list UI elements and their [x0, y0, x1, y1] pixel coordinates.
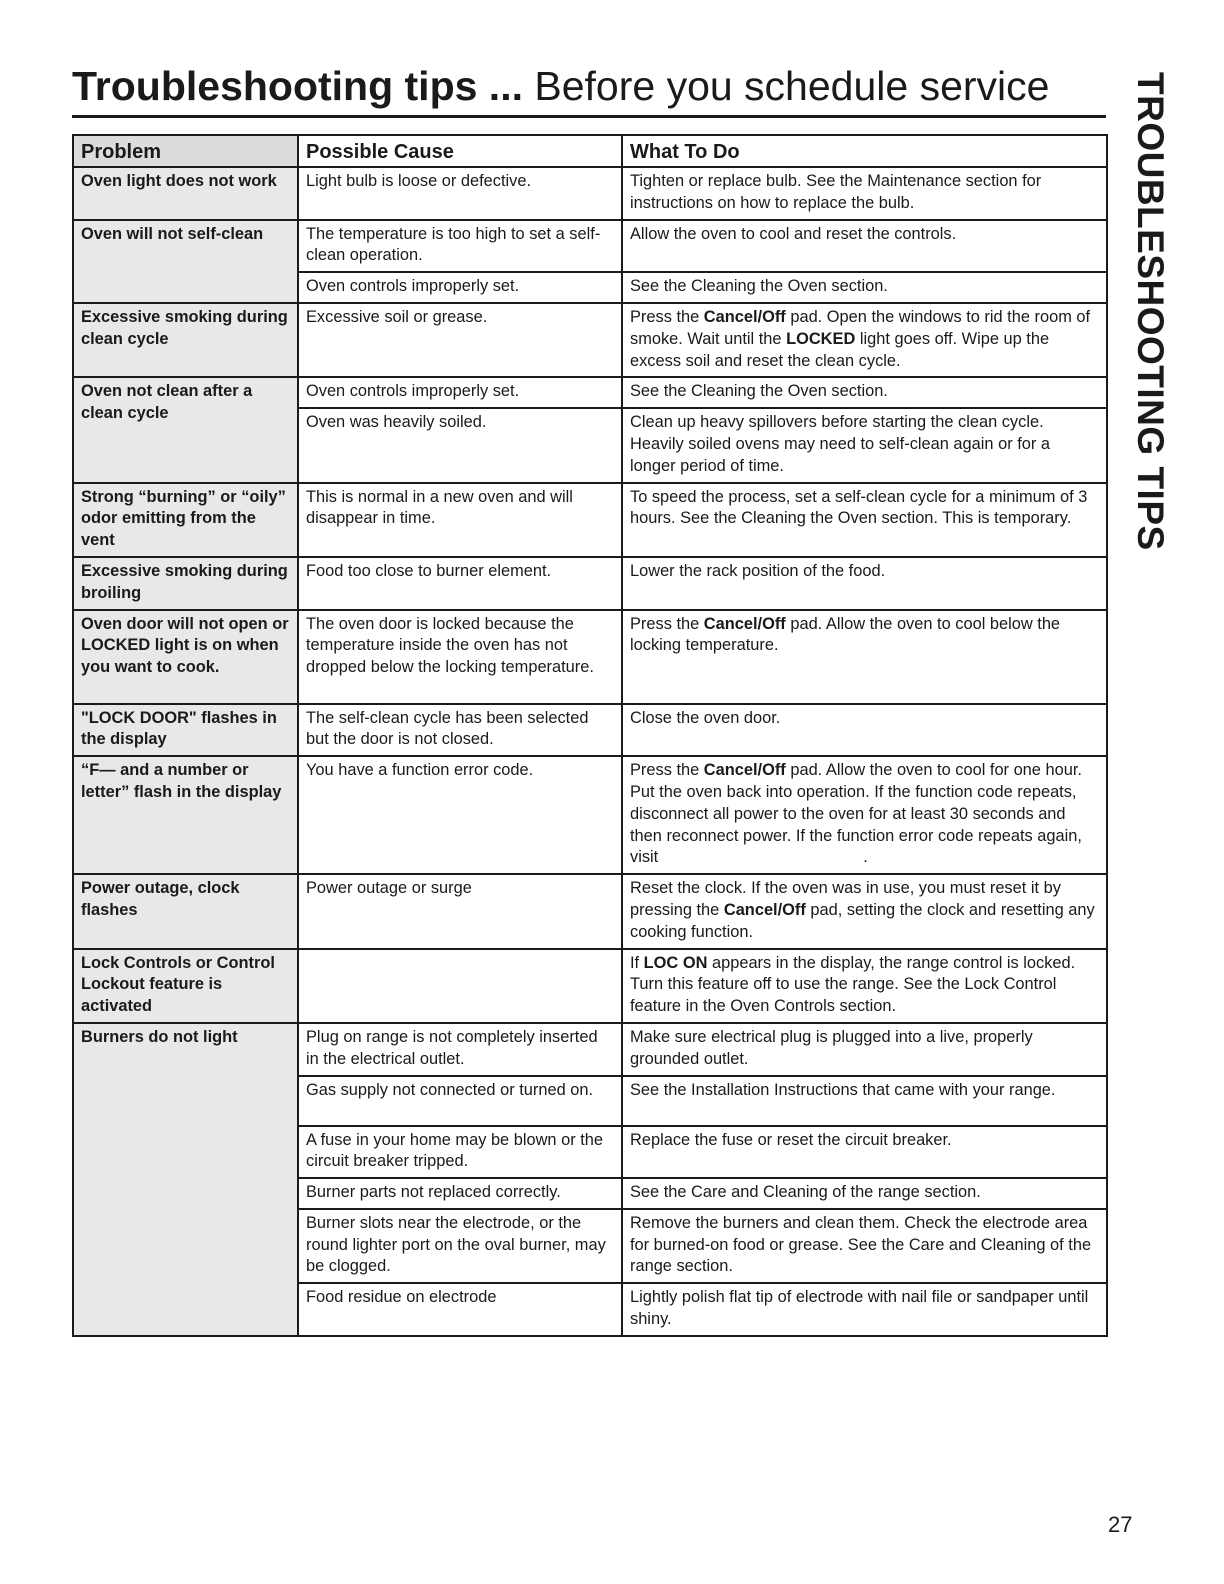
- table-row: [73, 557, 1107, 610]
- problem-cell: Excessive smoking during clean cycle: [73, 303, 298, 377]
- todo-cell: Allow the oven to cool and reset the controls.: [622, 220, 1107, 273]
- cause-cell: Food residue on electrode: [298, 1283, 622, 1336]
- side-tab: [1130, 72, 1170, 582]
- table-row: [73, 303, 1107, 377]
- cause-cell: Oven was heavily soiled.: [298, 408, 622, 482]
- cause-cell: Light bulb is loose or defective.: [298, 167, 622, 220]
- page-number: 27: [1108, 1512, 1133, 1537]
- problem-cell: Oven will not self-clean: [73, 220, 298, 303]
- todo-cell: See the Installation Instructions that came with your range.: [622, 1076, 1107, 1126]
- todo-cell: Make sure electrical plug is plugged into a live, properly grounded outlet.: [622, 1023, 1107, 1076]
- todo-cell: See the Cleaning the Oven section.: [622, 272, 1107, 303]
- table-row: [73, 874, 1107, 948]
- problem-cell: Burners do not light: [73, 1023, 298, 1336]
- cause-cell: Burner parts not replaced correctly.: [298, 1178, 622, 1209]
- todo-cell: Press the Cancel/Off pad. Allow the oven to cool for one hour. Put the oven back into operation. If the function code repeats, disconnect all power to the oven for at least 30 seconds and then reconnect power. If the function error code repeats again, visit .: [622, 756, 1107, 874]
- todo-cell: See the Cleaning the Oven section.: [622, 377, 1107, 408]
- header-problem: Problem: [73, 135, 298, 167]
- problem-cell: Strong “burning” or “oily” odor emitting from the vent: [73, 483, 298, 557]
- page-title: [72, 62, 1112, 110]
- problem-cell: “F— and a number or letter” flash in the display: [73, 756, 298, 874]
- title-divider: [72, 115, 1106, 118]
- todo-cell: Press the Cancel/Off pad. Open the windows to rid the room of smoke. Wait until the LOCKED light goes off. Wipe up the excess soil and reset the clean cycle.: [622, 303, 1107, 377]
- table-row: [73, 1023, 1107, 1076]
- problem-cell: Excessive smoking during broiling: [73, 557, 298, 610]
- cause-cell: Burner slots near the electrode, or the round lighter port on the oval burner, may be clogged.: [298, 1209, 622, 1283]
- todo-cell: If LOC ON appears in the display, the range control is locked. Turn this feature off to use the range. See the Lock Control feature in the Oven Controls section.: [622, 949, 1107, 1023]
- todo-cell: See the Care and Cleaning of the range section.: [622, 1178, 1107, 1209]
- todo-cell: Lightly polish flat tip of electrode with nail file or sandpaper until shiny.: [622, 1283, 1107, 1336]
- table-header-row: [73, 135, 1107, 167]
- todo-cell: Close the oven door.: [622, 704, 1107, 757]
- todo-cell: Replace the fuse or reset the circuit breaker.: [622, 1126, 1107, 1179]
- cause-cell: The temperature is too high to set a self-clean operation.: [298, 220, 622, 273]
- header-what-to-do: What To Do: [622, 135, 1107, 167]
- cause-cell: Oven controls improperly set.: [298, 272, 622, 303]
- problem-cell: Power outage, clock flashes: [73, 874, 298, 948]
- table-row: [73, 610, 1107, 704]
- cause-cell: This is normal in a new oven and will disappear in time.: [298, 483, 622, 557]
- problem-cell: Oven not clean after a clean cycle: [73, 377, 298, 482]
- side-tab-label: TROUBLESHOOTING TIPS: [1130, 72, 1171, 551]
- problem-cell: "LOCK DOOR" flashes in the display: [73, 704, 298, 757]
- table-row: [73, 220, 1107, 273]
- todo-cell: Clean up heavy spillovers before starting the clean cycle. Heavily soiled ovens may need to self-clean again or for a longer period of time.: [622, 408, 1107, 482]
- table-row: [73, 704, 1107, 757]
- todo-cell: Reset the clock. If the oven was in use, you must reset it by pressing the Cancel/Off pad, setting the clock and resetting any cooking function.: [622, 874, 1107, 948]
- problem-cell: Oven door will not open or LOCKED light is on when you want to cook.: [73, 610, 298, 704]
- cause-cell: Gas supply not connected or turned on.: [298, 1076, 622, 1126]
- cause-cell: Excessive soil or grease.: [298, 303, 622, 377]
- cause-cell: You have a function error code.: [298, 756, 622, 874]
- page-title-subtitle: Before you schedule service: [522, 63, 1050, 109]
- problem-cell: Oven light does not work: [73, 167, 298, 220]
- table-row: [73, 949, 1107, 1023]
- todo-cell: Remove the burners and clean them. Check the electrode area for burned-on food or grease. See the Care and Cleaning of the range section.: [622, 1209, 1107, 1283]
- todo-cell: Tighten or replace bulb. See the Maintenance section for instructions on how to replace the bulb.: [622, 167, 1107, 220]
- todo-cell: Press the Cancel/Off pad. Allow the oven to cool below the locking temperature.: [622, 610, 1107, 704]
- table-row: [73, 756, 1107, 874]
- todo-cell: Lower the rack position of the food.: [622, 557, 1107, 610]
- todo-cell: To speed the process, set a self-clean cycle for a minimum of 3 hours. See the Cleaning the Oven section. This is temporary.: [622, 483, 1107, 557]
- cause-cell: The self-clean cycle has been selected but the door is not closed.: [298, 704, 622, 757]
- header-possible-cause: Possible Cause: [298, 135, 622, 167]
- troubleshooting-table: [72, 134, 1108, 1337]
- cause-cell: The oven door is locked because the temperature inside the oven has not dropped below the locking temperature.: [298, 610, 622, 704]
- page-title-bold: Troubleshooting tips ...: [72, 63, 523, 109]
- table-row: [73, 483, 1107, 557]
- cause-cell: Plug on range is not completely inserted in the electrical outlet.: [298, 1023, 622, 1076]
- cause-cell: Oven controls improperly set.: [298, 377, 622, 408]
- table-row: [73, 377, 1107, 408]
- problem-cell: Lock Controls or Control Lockout feature is activated: [73, 949, 298, 1023]
- cause-cell: Power outage or surge: [298, 874, 622, 948]
- cause-cell: Food too close to burner element.: [298, 557, 622, 610]
- cause-cell: [298, 949, 622, 1023]
- cause-cell: A fuse in your home may be blown or the circuit breaker tripped.: [298, 1126, 622, 1179]
- table-row: [73, 167, 1107, 220]
